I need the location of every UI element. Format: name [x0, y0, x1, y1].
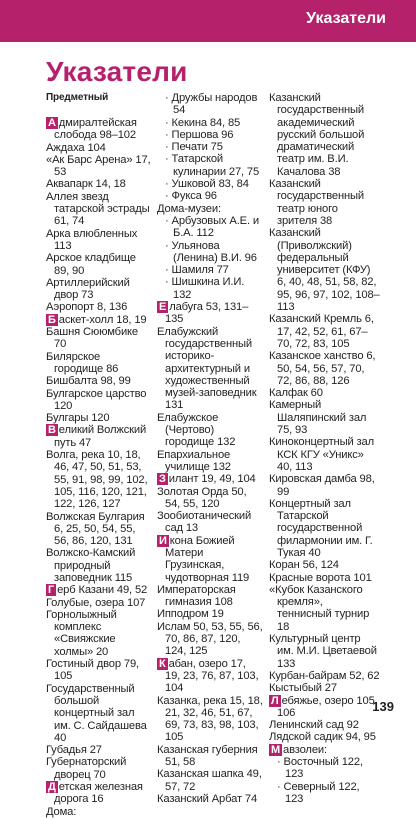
index-entry — [269, 633, 380, 670]
index-entry — [269, 92, 380, 178]
index-entry — [46, 388, 152, 413]
index-entry — [157, 141, 263, 153]
entry-text: кона Божией Матери Грузинская, чудотворная 119 — [165, 534, 250, 584]
index-entry — [157, 92, 263, 117]
bullet-marker: · — [165, 153, 172, 166]
index-entry — [157, 178, 263, 190]
letter-badge: И — [159, 534, 167, 547]
index-column-3 — [269, 92, 380, 805]
index-entry — [157, 744, 263, 769]
bullet-marker: · — [165, 178, 172, 191]
entry-text: Государственный большой концертный зал им. С. Сайдашева 40 — [46, 682, 147, 744]
letter-badge: В — [48, 424, 56, 437]
bullet-marker: · — [165, 116, 172, 129]
index-entry — [46, 228, 152, 253]
letter-badge: Д — [48, 781, 56, 794]
entry-text: Арское кладбище 89, 90 — [46, 252, 136, 277]
entry-text: Казанская шапка 49, 57, 72 — [157, 768, 262, 793]
entry-text: Восточный 122, 123 — [283, 756, 363, 781]
index-entry — [46, 511, 152, 548]
entry-text: Голубые, озера 107 — [46, 596, 146, 609]
entry-text: Казанский (Приволжский) федеральный университет (КФУ) 6, 40, 48, 51, 58, 82, 95, 96, 97, 102, 108–113 — [269, 227, 380, 314]
index-columns — [46, 92, 380, 818]
index-entry — [46, 191, 152, 228]
entry-text: Аллея звезд татарской эстрады 61, 74 — [46, 190, 150, 228]
bullet-marker: · — [165, 128, 172, 141]
entry-text: Булгары 120 — [46, 412, 110, 425]
index-entry — [157, 326, 263, 412]
index-entry — [157, 768, 263, 793]
entry-text: Казанка, река 15, 18, 21, 32, 46, 51, 67, 69, 73, 83, 98, 103, 105 — [157, 694, 263, 744]
index-entry — [269, 436, 380, 473]
index-entry — [46, 301, 152, 313]
index-entry — [157, 449, 263, 474]
entry-text: Волжско-Камский природный заповедник 115 — [46, 547, 136, 584]
entry-text: Елабужский государственный историко-архитектурный и художественный музей-заповедник 131 — [157, 325, 257, 412]
index-entry — [269, 313, 380, 350]
entry-text: ебяжье, озеро 105, 106 — [277, 694, 378, 719]
index-entry — [157, 695, 263, 744]
index-entry — [269, 559, 380, 571]
entry-text: Башня Сююмбике 70 — [46, 326, 138, 351]
entry-text: Камерный Шаляпинский зал 75, 93 — [269, 399, 367, 437]
index-entry — [46, 178, 152, 190]
letter-badge: Г — [48, 584, 55, 597]
bullet-marker: · — [165, 92, 172, 104]
index-entry — [269, 498, 380, 559]
entry-text: етская железная дорога 16 — [54, 781, 143, 806]
index-entry — [269, 350, 380, 387]
index-entry — [269, 719, 380, 731]
bullet-marker: · — [165, 190, 172, 203]
index-entry — [46, 424, 152, 449]
entry-text: Першова 96 — [171, 128, 234, 141]
entry-text: Артиллерийский двор 73 — [46, 276, 130, 302]
index-entry — [157, 510, 263, 535]
entry-text: абан, озеро 17, 19, 23, 76, 87, 103, 104 — [165, 657, 259, 695]
entry-text: Губадья 27 — [46, 744, 102, 757]
entry-text: Ипподром 19 — [157, 608, 224, 621]
index-entry — [46, 609, 152, 658]
letter-badge: А — [48, 117, 56, 129]
index-entry — [157, 584, 263, 609]
index-entry — [157, 203, 263, 215]
index-entry — [269, 731, 380, 743]
entry-text: Епархиальное училище 132 — [157, 448, 231, 473]
index-entry — [46, 277, 152, 302]
letter-badge: К — [159, 657, 166, 670]
entry-text: Арбузовых А.Е. и Б.А. 112 — [171, 214, 259, 240]
index-entry — [269, 387, 380, 399]
entry-text: Волга, река 10, 18, 46, 47, 50, 51, 53, 55, 91, 98, 99, 102, 105, 116, 120, 121, 122, 126, 127 — [46, 449, 148, 511]
index-entry — [46, 744, 152, 756]
index-entry — [269, 473, 380, 498]
entry-text: Ислам 50, 53, 55, 56, 70, 86, 87, 120, 124, 125 — [157, 620, 263, 658]
entry-text: Фукса 96 — [171, 190, 217, 203]
entry-text: Аждаха 104 — [46, 141, 106, 154]
letter-badge: Л — [271, 694, 279, 707]
entry-text: Губернаторский дворец 70 — [46, 756, 127, 781]
entry-text: Казанский государственный театр юного зрителя 38 — [269, 178, 364, 227]
index-entry — [46, 412, 152, 424]
entry-text: Коран 56, 124 — [269, 559, 339, 572]
bullet-marker: · — [165, 264, 172, 277]
entry-text: дмиралтейская слобода 98–102 — [54, 117, 137, 142]
index-entry — [157, 240, 263, 265]
index-entry — [157, 535, 263, 584]
entry-text: Концертный зал Татарской государственной филармонии им. Г. Тукая 40 — [269, 497, 373, 559]
letter-badge: М — [271, 743, 281, 756]
index-entry — [269, 584, 380, 633]
entry-text: ерб Казани 49, 52 — [57, 584, 148, 597]
index-entry — [157, 117, 263, 129]
index-entry — [269, 695, 380, 720]
entry-text: лабуга 53, 131–135 — [165, 301, 249, 326]
index-column-1 — [46, 92, 152, 818]
bullet-marker: · — [165, 239, 172, 252]
entry-text: «Ак Барс Арена» 17, 53 — [46, 153, 151, 179]
entry-text: Ульянова (Ленина) В.И. 96 — [171, 239, 257, 264]
entry-text: Киноконцертный зал КСК КГУ «Уникс» 40, 113 — [269, 436, 374, 473]
letter-badge: Б — [48, 313, 56, 326]
entry-text: Казанский Кремль 6, 17, 42, 52, 61, 67–70, 72, 83, 105 — [269, 313, 374, 350]
entry-text: Казанский государственный академический русский большой драматический театр им. В.И. Качалова 38 — [269, 92, 365, 178]
entry-text: Красные ворота 101 — [269, 571, 372, 584]
entry-text: Императорская гимназия 108 — [157, 583, 236, 609]
index-entry — [157, 793, 263, 805]
index-entry — [157, 486, 263, 511]
entry-text: Билярское городище 86 — [46, 350, 119, 375]
entry-text: Золотая Орда 50, 54, 55, 120 — [157, 485, 247, 510]
entry-text: Зообиотанический сад 13 — [157, 510, 252, 535]
bullet-marker: · — [277, 756, 284, 769]
entry-text: Казанский Арбат 74 — [157, 792, 258, 805]
index-entry — [269, 178, 380, 227]
index-entry — [46, 584, 152, 596]
index-entry — [269, 572, 380, 584]
index-entry — [46, 781, 152, 806]
section-heading: Предметный — [46, 92, 109, 103]
entry-text: Дома-музеи: — [157, 202, 221, 215]
index-entry — [46, 683, 152, 744]
index-entry — [157, 215, 263, 240]
index-entry — [46, 375, 152, 387]
index-entry — [46, 326, 152, 351]
page-number: 139 — [372, 699, 394, 714]
index-column-2 — [157, 92, 263, 805]
index-entry — [269, 744, 380, 756]
index-entry — [46, 449, 152, 510]
entry-text: Курбан-байрам 52, 62 — [269, 669, 380, 682]
entry-text: Шамиля 77 — [171, 264, 229, 277]
entry-text: Кировская дамба 98, 99 — [269, 473, 375, 498]
index-entry — [157, 473, 263, 485]
index-entry — [157, 129, 263, 141]
index-entry — [157, 264, 263, 276]
index-entry — [157, 412, 263, 449]
index-entry — [269, 399, 380, 436]
letter-badge: Е — [159, 301, 167, 314]
bullet-marker: · — [277, 780, 284, 793]
entry-text: Казанская губерния 51, 58 — [157, 743, 258, 769]
index-entry — [157, 190, 263, 202]
entry-text: Печати 75 — [171, 141, 223, 154]
entry-text: Татарской кулинарии 27, 75 — [171, 153, 260, 178]
entry-text: Кыстыбый 27 — [269, 682, 337, 695]
entry-text: Елабужское (Чертово) городище 132 — [157, 411, 236, 449]
entry-text: Кекина 84, 85 — [171, 116, 241, 129]
index-entry — [46, 142, 152, 154]
bullet-marker: · — [165, 214, 172, 227]
entry-text: Бишбалта 98, 99 — [46, 375, 131, 388]
entry-text: Лядской садик 94, 95 — [269, 731, 376, 744]
index-entry — [269, 756, 380, 781]
entry-text: Горнолыжный комплекс «Свияжские холмы» 20 — [46, 608, 117, 658]
entry-text: Аквапарк 14, 18 — [46, 178, 126, 191]
index-entry — [157, 153, 263, 178]
bullet-marker: · — [165, 141, 172, 154]
index-entry — [157, 276, 263, 301]
header-band — [0, 0, 416, 42]
entry-text: Северный 122, 123 — [283, 780, 360, 805]
index-entry — [269, 682, 380, 694]
index-entry — [46, 597, 152, 609]
index-entry — [46, 314, 152, 326]
entry-text: илант 19, 49, 104 — [168, 473, 256, 486]
entry-text: Аэропорт 8, 136 — [46, 301, 128, 314]
page-title: Указатели — [46, 56, 188, 87]
index-entry — [157, 621, 263, 658]
index-entry — [46, 756, 152, 781]
entry-text: Арка влюбленных 113 — [46, 227, 138, 252]
index-entry — [269, 781, 380, 806]
entry-text: Гостиный двор 79, 105 — [46, 658, 139, 683]
entry-text: Волжская Булгария 6, 25, 50, 54, 55, 56, 86, 120, 131 — [46, 510, 145, 548]
index-entry — [46, 252, 152, 277]
index-entry — [46, 806, 152, 818]
index-entry — [269, 227, 380, 313]
bullet-marker: · — [165, 276, 172, 289]
index-entry — [269, 670, 380, 682]
entry-text: Казанское ханство 6, 50, 54, 56, 57, 70, 72, 86, 88, 126 — [269, 350, 376, 387]
entry-text: «Кубок Казанского кремля», теннисный турнир 18 — [269, 583, 370, 633]
entry-text: Калфак 60 — [269, 387, 323, 400]
letter-badge: З — [159, 473, 166, 486]
entry-text: авзолеи: — [283, 743, 327, 756]
index-entry — [157, 608, 263, 620]
running-header: Указатели — [306, 10, 386, 27]
index-entry — [46, 658, 152, 683]
entry-text: Культурный центр им. М.И. Цветаевой 133 — [269, 633, 377, 670]
entry-text: Булгарское царство 120 — [46, 387, 147, 412]
index-entry — [46, 547, 152, 584]
entry-text: Дома: — [46, 805, 77, 818]
entry-text: Ушковой 83, 84 — [171, 178, 249, 191]
index-entry — [46, 117, 152, 142]
entry-text: Шишкина И.И. 132 — [171, 276, 245, 301]
index-entry — [46, 154, 152, 179]
entry-text: аскет-холл 18, 19 — [58, 313, 147, 326]
entry-text: Дружбы народов 54 — [171, 92, 258, 117]
entry-text: еликий Волжский путь 47 — [54, 424, 147, 449]
index-entry — [46, 351, 152, 376]
index-entry — [157, 658, 263, 695]
index-entry — [157, 301, 263, 326]
entry-text: Ленинский сад 92 — [269, 719, 359, 732]
